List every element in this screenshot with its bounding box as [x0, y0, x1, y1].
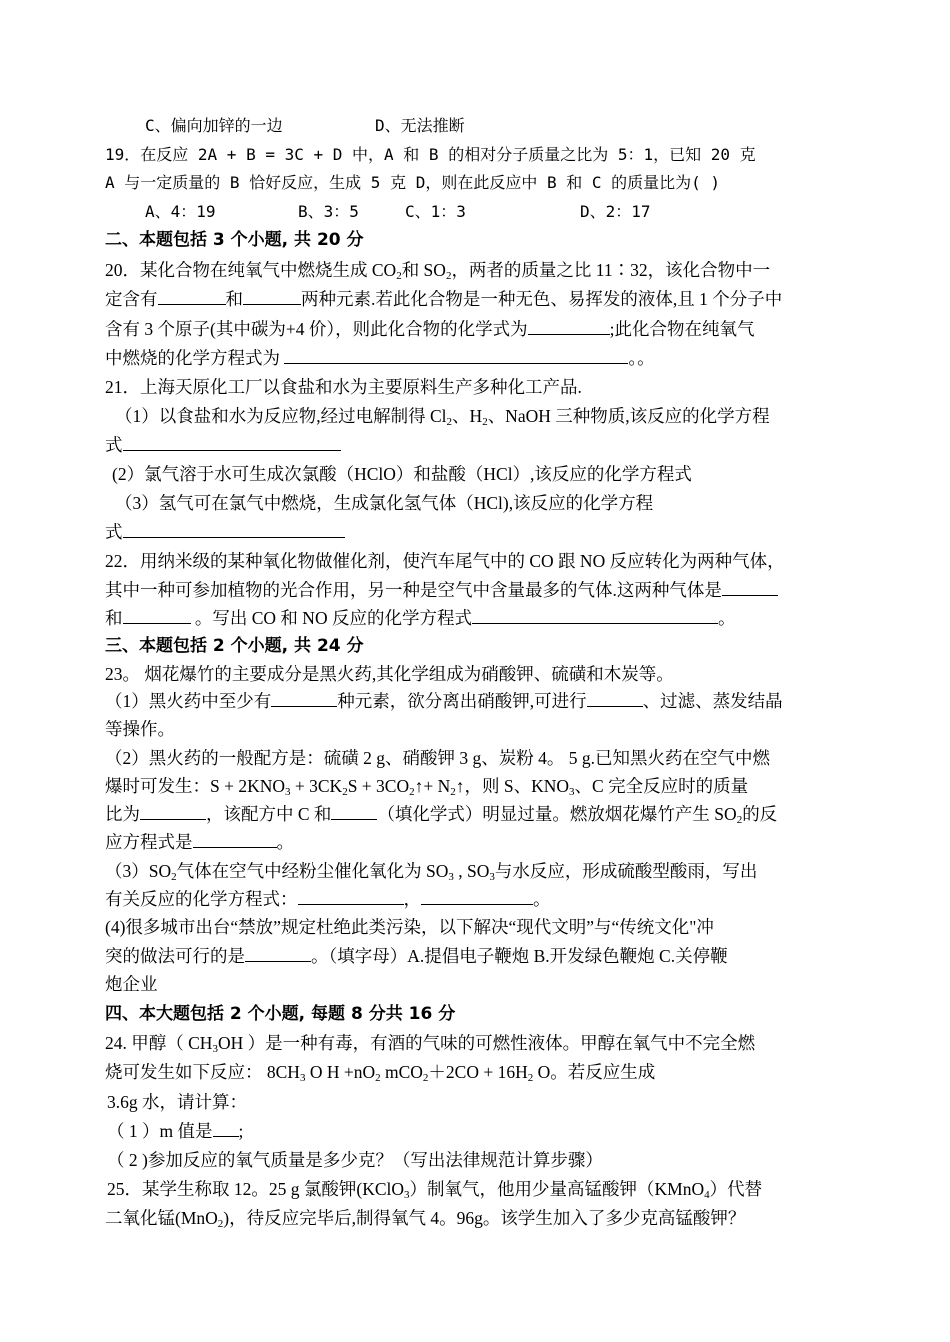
q23-text: 气体在空气中经粉尘催化氧化为 SO — [176, 861, 449, 881]
answer-blank[interactable] — [587, 690, 643, 707]
subscript: 4 — [704, 1189, 710, 1201]
subscript: 3 — [448, 871, 454, 883]
q23-text: ，该配方中 C 和 — [206, 804, 332, 824]
answer-blank[interactable] — [140, 803, 206, 820]
q23-text: （填化学式）明显过量。燃放烟花爆竹产生 SO — [377, 804, 737, 824]
q24-line1 — [105, 1032, 755, 1054]
q23-text: 。（填字母）A.提倡电子鞭炮 B.开发绿色鞭炮 C.关停鞭 — [311, 946, 728, 966]
q23-text: 有关反应的化学方程式： — [105, 889, 298, 909]
q21-part1 — [115, 405, 770, 427]
q25-text: 二氧化锰(MnO — [105, 1208, 218, 1228]
q23-text: , SO — [453, 861, 490, 881]
q24-text: ＋2CO + 16H — [428, 1062, 528, 1082]
q18-option-d: D、无法推断 — [375, 116, 465, 135]
subscript: 2 — [171, 871, 177, 883]
q23-text: S + 3CO — [347, 776, 410, 796]
q20-text: 20．某化合物在纯氧气中燃烧生成 CO — [105, 260, 397, 280]
q23-text: 、C 完全反应时的质量 — [574, 776, 749, 796]
subscript: 2 — [375, 1072, 381, 1084]
answer-blank[interactable] — [421, 888, 533, 905]
q21-text: 式 — [105, 522, 123, 542]
subscript: 2 — [445, 270, 452, 282]
q19-option-d: D、2：17 — [580, 202, 651, 221]
q20-text: 中燃烧的化学方程式为 — [105, 348, 285, 368]
answer-blank[interactable] — [123, 521, 345, 538]
q23-text: ↑+ N — [414, 776, 451, 796]
q23-part4-line3: 炮企业 — [105, 974, 158, 994]
q21-stem: 21．上海天原化工厂以食盐和水为主要原料生产多种化工产品. — [105, 377, 582, 397]
q24-text: OH ）是一种有毒，有酒的气味的可燃性液体。甲醇在氧气中不完全燃 — [217, 1033, 756, 1053]
q23-text: 突的做法可行的是 — [105, 946, 245, 966]
answer-blank[interactable] — [472, 607, 718, 624]
answer-blank[interactable] — [271, 690, 337, 707]
q23-text: 。 — [533, 889, 551, 909]
answer-blank[interactable] — [193, 831, 277, 848]
q22-line3 — [105, 607, 735, 629]
q24-line2 — [105, 1061, 655, 1083]
subscript: 2 — [217, 1218, 224, 1230]
q19-option-b: B、3：5 — [298, 202, 359, 221]
q20-line4 — [105, 347, 655, 369]
q25-text: ）制氧气，他用少量高锰酸钾（KMnO — [409, 1179, 705, 1199]
answer-blank[interactable] — [722, 579, 778, 596]
subscript: 2 — [736, 814, 743, 826]
answer-blank[interactable] — [528, 318, 610, 335]
q23-text: ↑，则 S、KNO — [455, 776, 570, 796]
subscript: 3 — [285, 786, 291, 798]
section-2-title: 二、本题包括 3 个小题, 共 20 分 — [105, 230, 364, 250]
q25-line1 — [107, 1178, 762, 1200]
q25-line2 — [105, 1207, 745, 1229]
q22-text: 。 — [717, 608, 736, 628]
subscript: 2 — [342, 786, 348, 798]
q21-part1-answer — [105, 434, 341, 456]
q20-text: ，两者的质量之比 11∶32，该化合物中一 — [451, 260, 771, 280]
q23-part1 — [105, 690, 783, 712]
q23-part2-line4 — [105, 831, 294, 853]
subscript: 2 — [396, 270, 402, 282]
q25-text: ）代替 — [709, 1179, 763, 1199]
q24-text: ; — [238, 1121, 244, 1141]
q19-stem-line1: 19．在反应 2A + B = 3C + D 中，A 和 B 的相对分子质量之比为 5：1，已知 20 克 — [105, 145, 756, 164]
answer-blank[interactable] — [245, 945, 311, 962]
q24-part1 — [107, 1120, 243, 1142]
q18-option-c: C、偏向加锌的一边 — [145, 116, 283, 135]
section-4-title: 四、本大题包括 2 个小题, 每题 8 分共 16 分 — [105, 1004, 456, 1024]
q23-text: ， — [403, 889, 421, 909]
q21-text: 式 — [105, 435, 123, 455]
q20-text: 两种元素.若此化合物是一种无色、易挥发的液体,且 1 个分子中 — [301, 289, 783, 309]
q20-text: ;此化合物在纯氧气 — [609, 319, 755, 339]
subscript: 2 — [450, 786, 456, 798]
answer-blank[interactable] — [298, 888, 404, 905]
subscript: 3 — [212, 1043, 218, 1055]
q21-text: 、H — [452, 406, 483, 426]
q23-text: 、过滤、蒸发结晶 — [642, 691, 783, 711]
answer-blank[interactable] — [213, 1120, 239, 1137]
q23-part4-line2 — [105, 945, 728, 967]
q23-stem: 23。 烟花爆竹的主要成分是黑火药,其化学组成为硝酸钾、硫磺和木炭等。 — [105, 664, 674, 684]
q24-text: （ 1 ）m 值是 — [107, 1121, 213, 1141]
q23-text: 比为 — [105, 804, 140, 824]
q23-text: 的反 — [742, 804, 778, 824]
q23-part2-line3 — [105, 803, 777, 825]
q24-text: 24. 甲醇（ CH — [105, 1033, 213, 1053]
answer-blank[interactable] — [331, 803, 377, 820]
q23-text: 应方程式是 — [105, 832, 193, 852]
q23-text: + 3CK — [290, 776, 343, 796]
q20-text: 。。 — [628, 348, 655, 368]
q24-text: O。若反应生成 — [533, 1062, 656, 1082]
q24-line3: 3.6g 水，请计算： — [107, 1092, 247, 1112]
q20-text: 含有 3 个原子(其中碳为+4 价），则此化合物的化学式为 — [105, 319, 528, 339]
q23-part4-line1: (4)很多城市出台“禁放”规定杜绝此类污染，以下解决“现代文明”与“传统文化"冲 — [105, 917, 714, 937]
q20-line2 — [105, 288, 782, 310]
q20-line1 — [105, 259, 770, 281]
subscript: 2 — [422, 1072, 429, 1084]
q24-text: 烧可发生如下反应： 8CH — [105, 1062, 300, 1082]
q25-text: )，待反应完毕后,制得氧气 4。96g。该学生加入了多少克高锰酸钾？ — [223, 1208, 746, 1228]
q20-line3 — [105, 318, 754, 340]
q23-part3-line1 — [105, 860, 757, 882]
q20-text: 和 SO — [401, 260, 446, 280]
subscript: 3 — [569, 786, 575, 798]
answer-blank[interactable] — [123, 434, 341, 451]
subscript: 3 — [299, 1072, 306, 1084]
subscript: 2 — [482, 416, 488, 428]
q22-line1: 22．用纳米级的某种氧化物做催化剂，使汽车尾气中的 CO 跟 NO 反应转化为两种气体， — [105, 551, 785, 571]
q23-text: 种元素，欲分离出硝酸钾,可进行 — [337, 691, 587, 711]
q19-stem-line2: A 与一定质量的 B 恰好反应，生成 5 克 D，则在此反应中 B 和 C 的质量比为( ) — [105, 173, 721, 192]
subscript: 2 — [446, 416, 453, 428]
subscript: 3 — [489, 871, 495, 883]
q22-line2 — [105, 579, 778, 601]
q21-part3: （3）氢气可在氯气中燃烧，生成氯化氢气体（HCl),该反应的化学方程 — [115, 493, 654, 513]
q21-part2: (2）氯气溶于水可生成次氯酸（HClO）和盐酸（HCl）,该反应的化学方程式 — [112, 464, 692, 484]
q21-text: （1）以食盐和水为反应物,经过电解制得 Cl — [115, 406, 447, 426]
q24-text: mCO — [380, 1062, 423, 1082]
answer-blank[interactable] — [284, 347, 628, 364]
q20-text: 定含有 — [105, 289, 158, 309]
q23-text: （3）SO — [105, 861, 172, 881]
q23-text: 与水反应，形成硫酸型酸雨，写出 — [494, 861, 758, 881]
answer-blank[interactable] — [243, 288, 301, 305]
q19-option-a: A、4：19 — [145, 202, 216, 221]
subscript: 3 — [404, 1189, 410, 1201]
q19-option-c: C、1：3 — [405, 202, 466, 221]
q23-text: 。 — [276, 832, 294, 852]
q22-text: 其中一种可参加植物的光合作用，另一种是空气中含量最多的气体.这两种气体是 — [105, 580, 722, 600]
q22-text: 和 — [105, 608, 123, 628]
q23-text: （1）黑火药中至少有 — [105, 691, 272, 711]
q23-part1-cont: 等操作。 — [105, 719, 175, 739]
subscript: 2 — [409, 786, 415, 798]
answer-blank[interactable] — [158, 288, 226, 305]
q22-text: 。写出 CO 和 NO 反应的化学方程式 — [190, 608, 472, 628]
q20-text: 和 — [225, 289, 243, 309]
q23-text: 爆时可发生：S + 2KNO — [105, 776, 286, 796]
q25-text: 25．某学生称取 12。25 g 氯酸钾(KClO — [107, 1179, 405, 1199]
section-3-title: 三、本题包括 2 个小题, 共 24 分 — [105, 636, 364, 656]
q21-part3-answer — [105, 521, 345, 543]
q24-text: O H +nO — [305, 1062, 376, 1082]
q21-text: 、NaOH 三种物质,该反应的化学方程 — [487, 406, 770, 426]
q23-part3-line2 — [105, 888, 551, 910]
answer-blank[interactable] — [123, 607, 191, 624]
q24-part2: （ 2 )参加反应的氧气质量是多少克？（写出法律规范计算步骤） — [107, 1150, 603, 1170]
q23-part2-line2 — [105, 775, 748, 797]
subscript: 2 — [527, 1072, 534, 1084]
q23-part2-line1: （2）黑火药的一般配方是：硫磺 2 g、硝酸钾 3 g、炭粉 4。 5 g.已知黑火药在空气中燃 — [105, 748, 770, 768]
